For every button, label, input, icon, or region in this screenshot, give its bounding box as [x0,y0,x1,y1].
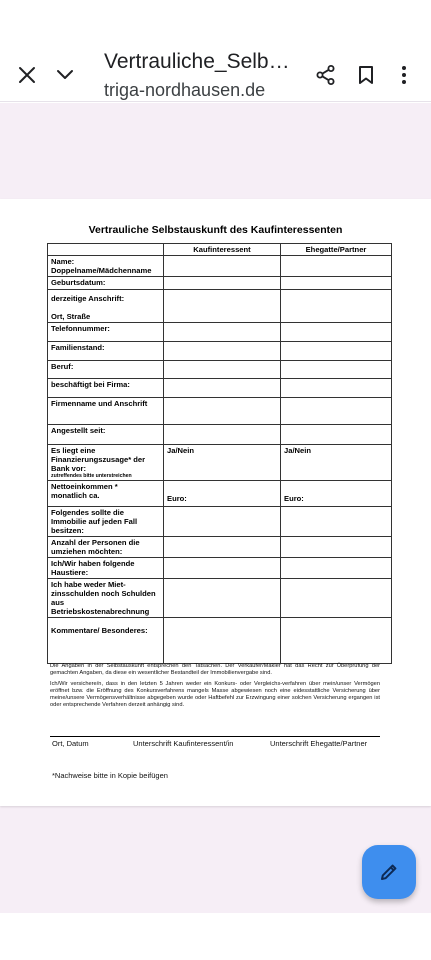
cell [281,398,392,425]
bookmark-icon [358,65,374,85]
more-vert-icon [401,65,407,85]
cell [164,537,281,558]
row-label: Name: Doppelname/Mädchenname [48,256,164,277]
signature-line [50,736,380,737]
cell [281,507,392,537]
cell [281,290,392,323]
table-row [48,537,392,558]
more-options-button[interactable] [384,55,424,95]
bookmark-button[interactable] [346,55,386,95]
row-label: Familienstand: [48,342,164,361]
column-header [48,244,164,256]
cell: Euro: [164,481,281,507]
cell [164,618,281,664]
cell [164,558,281,579]
disclaimer-paragraph: Ich/Wir versichere/n, dass in den letzten 5 Jahren weder ein Konkurs- oder Vergleichs-verfahren über mein/unser Vermögen eröffnet bzw. die Eröffnung des Konkursverfahrens mangels Masse abgewiesen noch eine eidesstattliche Versicherung über meine/unsere Vermögensverhältnisse abgegeben wurde oder Haftbefehl zur Erzwingung einer solchen Versicherung ergangen ist oder entsprechende Verfahren derzeit anhängig sind. [50,681,380,708]
table-row [48,290,392,323]
table-row [48,342,392,361]
row-label: Es liegt eine Finanzierungszusage* der Bank vor: zutreffendes bitte unterstreichen [48,445,164,481]
document-title: Vertrauliche_Selb… [104,50,290,73]
disclaimer-paragraph: Die Angaben in der Selbstauskunft entsprechen den Tatsachen. Der Verkäufer/Makler hat das Recht zur Überprüfung der gemachten Angaben, da diese ein wesentlicher Bestandteil der Immobilienvergabe sind. [50,663,380,676]
cell [281,361,392,379]
row-label: Ich/Wir haben folgende Haustiere: [48,558,164,579]
edit-button[interactable] [362,845,416,899]
cell [281,425,392,445]
document-source-domain: triga-nordhausen.de [104,80,266,100]
table-row [48,507,392,537]
cell [164,277,281,290]
cell [281,618,392,664]
table-row [48,445,392,481]
table-row [48,618,392,664]
cell [164,342,281,361]
cell [281,256,392,277]
table-row [48,425,392,445]
signature-label-place-date: Ort, Datum [52,739,89,748]
cell [281,579,392,618]
cell: Euro: [281,481,392,507]
row-label: Kommentare/ Besonderes: [48,618,164,664]
cell [164,507,281,537]
table-row [48,256,392,277]
cell [164,579,281,618]
row-label: Angestellt seit: [48,425,164,445]
row-label: Geburtsdatum: [48,277,164,290]
row-label: Firmenname und Anschrift [48,398,164,425]
cell: Ja/Nein [281,445,392,481]
cell [164,398,281,425]
footnote: *Nachweise bitte in Kopie beifügen [52,771,168,780]
table-row [48,361,392,379]
cell [281,379,392,398]
cell [164,425,281,445]
close-icon [18,66,36,84]
row-label: Nettoeinkommen * monatlich ca. [48,481,164,507]
share-icon [315,64,337,86]
row-label: beschäftigt bei Firma: [48,379,164,398]
pdf-viewer[interactable] [0,103,431,913]
chevron-down-icon [56,69,74,81]
row-note: zutreffendes bitte unterstreichen [51,473,132,479]
table-row [48,579,392,618]
pdf-page [0,199,431,806]
close-button[interactable] [7,55,47,95]
signature-label-buyer: Unterschrift Kaufinteressent/in [133,739,234,748]
row-label: Beruf: [48,361,164,379]
row-label: derzeitige Anschrift: Ort, Straße [48,290,164,323]
disclaimer-text [50,663,380,713]
column-header: Ehegatte/Partner [281,244,392,256]
app-bar [0,40,431,102]
status-bar [0,0,431,40]
signature-label-partner: Unterschrift Ehegatte/Partner [270,739,368,748]
table-row [48,481,392,507]
table-row [48,379,392,398]
cell [164,361,281,379]
table-row [48,558,392,579]
row-label: Anzahl der Personen die umziehen möchten: [48,537,164,558]
table-row [48,398,392,425]
cell [281,277,392,290]
cell [164,290,281,323]
share-button[interactable] [306,55,346,95]
row-label: Telefonnummer: [48,323,164,342]
edit-pencil-icon [378,861,400,883]
cell [281,342,392,361]
table-row [48,277,392,290]
self-disclosure-form-table [47,243,392,664]
column-header: Kaufinteressent [164,244,281,256]
row-label: Ich habe weder Miet-zinsschulden noch Schulden aus Betriebskostenabrechnung [48,579,164,618]
bottom-area [0,913,431,960]
table-row [48,323,392,342]
cell [281,537,392,558]
cell [164,256,281,277]
form-title: Vertrauliche Selbstauskunft des Kaufinteressenten [88,224,343,236]
cell [164,379,281,398]
expand-button[interactable] [45,55,85,95]
row-label: Folgendes sollte die Immobilie auf jeden Fall besitzen: [48,507,164,537]
table-header-row [48,244,392,256]
cell: Ja/Nein [164,445,281,481]
cell [281,323,392,342]
cell [164,323,281,342]
cell [281,558,392,579]
